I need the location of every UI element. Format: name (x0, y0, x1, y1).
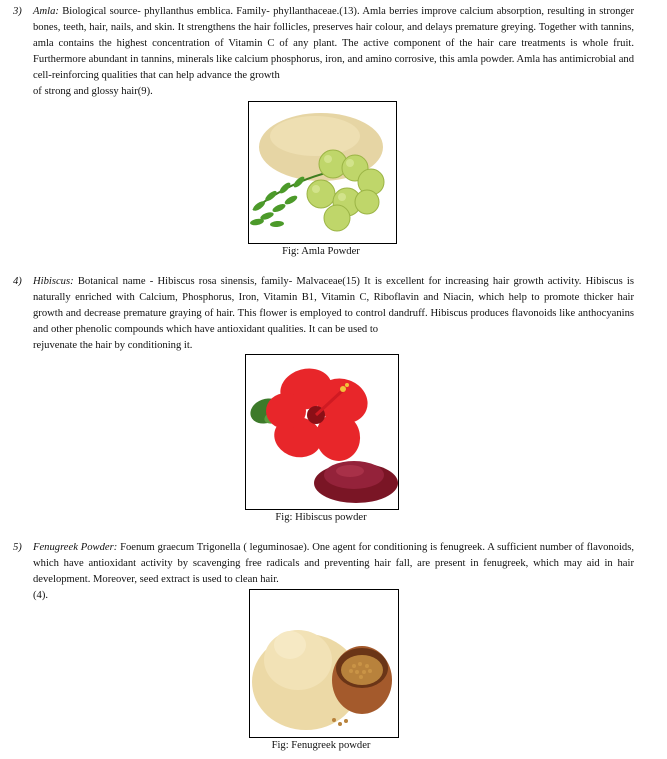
item-text: Foenum graecum Trigonella ( leguminosae). One agent for conditioning is fenugreek. A sufficient number of flavonoids, which have antioxidant activity by scavenging free radicals and preventing hair fall, are present in fenugreek, which may aid in hair development. Moreover, seed extract is used to clean hair. (33, 542, 634, 585)
item-text-last-line: rejuvenate the hair by conditioning it. (33, 340, 193, 351)
amla-powder-image (248, 101, 397, 244)
paragraph (33, 274, 634, 354)
list-item-hibiscus (13, 274, 634, 354)
figure-caption: Fig: Amla Powder (282, 246, 360, 257)
list-item-amla (13, 4, 634, 100)
item-text: Biological source- phyllanthus emblica. Family- phyllanthaceae.(13). Amla berries improve calcium absorption, resulting in stronger bones, teeth, hair, nails, and skin. It strengthens the hair follicles, preserves hair colour, and delays premature greying. Together with tannins, amla contains the highest concentration of Vitamin C of any plant. The active component of the hair care treatments is whole fruit. Furthermore abundant in tannins, minerals like calcium phosphorus, iron, and amino corrosive, this amla powder. Amla has antimicrobial and cell-reinforcing qualities that can help advance the growth (33, 6, 634, 81)
item-label: Fenugreek Powder: (33, 542, 118, 553)
item-number: 5) (13, 542, 22, 553)
item-label: Amla: (33, 6, 59, 17)
figure-caption: Fig: Hibiscus powder (275, 512, 367, 523)
figure-caption: Fig: Fenugreek powder (271, 740, 371, 751)
fenugreek-powder-image (249, 589, 399, 738)
item-text: Botanical name - Hibiscus rosa sinensis, family- Malvaceae(15) It is excellent for increasing hair growth activity. Hibiscus is naturally enriched with Calcium, Phosphorus, Iron, Vitamin B1, Vitamin C, Riboflavin and Niacin, which help to promote thicker hair growth and decrease premature graying of hair. This flower is employed to control dandruff. Hibiscus produces flavonoids like anthocyanins and other phenolic compounds which have antioxidant qualities. It can be used to (33, 276, 635, 335)
item-text-last-line: of strong and glossy hair(9). (33, 86, 153, 97)
hibiscus-powder-image (245, 354, 399, 510)
item-text-last-line: (4). (33, 590, 49, 601)
item-number: 4) (13, 276, 22, 287)
item-label: Hibiscus: (33, 276, 74, 287)
item-number: 3) (13, 6, 22, 17)
paragraph (33, 4, 634, 100)
